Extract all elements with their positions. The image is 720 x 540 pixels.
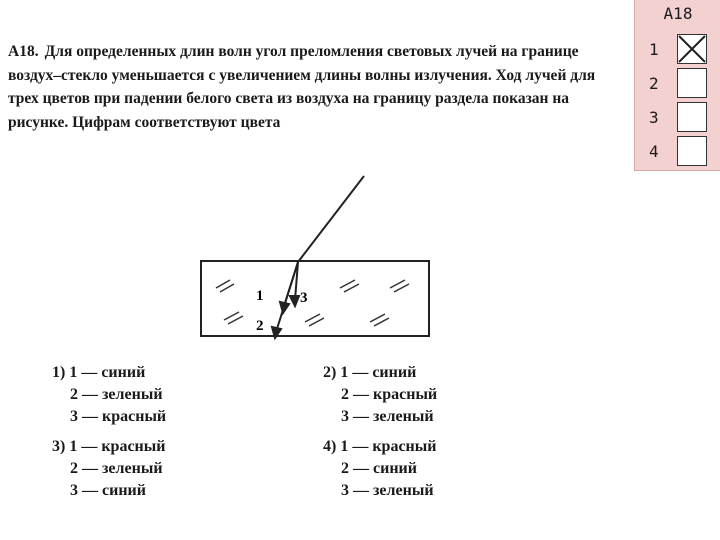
incident-ray <box>298 176 364 262</box>
option-line: 2 — зеленый <box>70 386 163 403</box>
question-body: Для определенных длин волн угол преломления световых лучей на границе воздух–стекло уменьшается с увеличением длины волны излучения. Ход лучей для трех цветов при падении белого света из воздуха на границу раздела показан на рисунке. Цифрам соответствуют цвета <box>8 43 596 131</box>
option-line: 3 — синий <box>70 482 146 499</box>
option-line: 2 — красный <box>341 386 438 403</box>
option-line: 3 — зеленый <box>341 408 434 425</box>
option-line: 3 — зеленый <box>341 482 434 499</box>
answer-checkbox[interactable] <box>677 68 707 98</box>
option-line: 1 — красный <box>69 438 166 455</box>
answer-cell-label: 1 <box>649 40 659 59</box>
answer-cell-label: 4 <box>649 142 659 161</box>
answer-cell-label: 3 <box>649 108 659 127</box>
answer-checkbox[interactable] <box>677 136 707 166</box>
option-number: 4) <box>323 438 337 455</box>
answer-cell-2[interactable] <box>645 68 713 98</box>
option-line: 1 — синий <box>340 364 417 381</box>
option-number: 3) <box>52 438 66 455</box>
option-2[interactable] <box>323 362 523 428</box>
answer-sheet <box>634 0 720 171</box>
refraction-figure <box>180 170 450 345</box>
question-text-block <box>8 40 626 134</box>
ray-label-2: 2 <box>256 318 264 334</box>
answer-checkbox[interactable] <box>677 34 707 64</box>
answer-cell-1[interactable] <box>645 34 713 64</box>
option-1[interactable] <box>52 362 252 428</box>
answer-cell-3[interactable] <box>645 102 713 132</box>
option-line: 3 — красный <box>70 408 167 425</box>
answer-cell-label: 2 <box>649 74 659 93</box>
option-line: 1 — красный <box>340 438 437 455</box>
option-3[interactable] <box>52 436 252 502</box>
ray-label-1: 1 <box>256 288 264 304</box>
answer-sheet-title: A18 <box>663 4 693 23</box>
option-number: 1) <box>52 364 66 381</box>
option-number: 2) <box>323 364 337 381</box>
option-4[interactable] <box>323 436 523 502</box>
cross-mark-icon <box>678 35 706 63</box>
answer-cell-4[interactable] <box>645 136 713 166</box>
option-line: 2 — синий <box>341 460 417 477</box>
answer-checkbox[interactable] <box>677 102 707 132</box>
ray-label-3: 3 <box>300 290 308 306</box>
glass-slab <box>201 261 429 336</box>
option-line: 1 — синий <box>69 364 146 381</box>
question-number: A18. <box>8 43 39 60</box>
option-line: 2 — зеленый <box>70 460 163 477</box>
